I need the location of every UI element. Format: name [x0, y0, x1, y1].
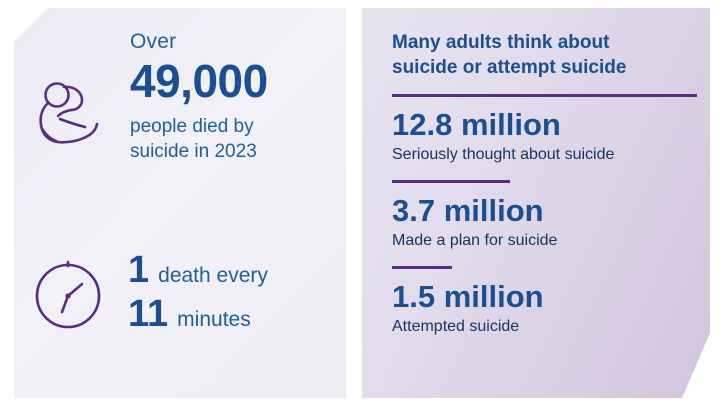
divider-1 — [392, 94, 697, 97]
rate-row-1 — [128, 248, 338, 292]
right-stat-value-2: 3.7 million — [392, 193, 544, 228]
deaths-number: 49,000 — [130, 55, 268, 107]
right-stat-label-1: Seriously thought about suicide — [392, 146, 615, 163]
clock-icon — [24, 250, 112, 338]
right-stat-item-2 — [392, 180, 702, 252]
person-head-in-hands-icon — [30, 75, 114, 159]
right-stat-label-3: Attempted suicide — [392, 318, 520, 335]
right-heading-line-2: suicide or attempt suicide — [392, 57, 627, 78]
right-panel-content — [392, 30, 702, 340]
divider-3 — [392, 266, 452, 269]
deaths-desc-line-1: people died by — [130, 116, 254, 137]
rate-row-2 — [128, 292, 338, 336]
right-stat-value-1: 12.8 million — [392, 107, 561, 142]
right-stat-item-1 — [392, 94, 702, 166]
rate-unit-2: minutes — [177, 308, 251, 331]
divider-2 — [392, 180, 510, 183]
right-heading-line-1: Many adults think about — [392, 32, 610, 53]
rate-unit-1: death every — [158, 264, 268, 287]
left-stat-deaths — [130, 30, 340, 164]
rate-number-1: 1 — [128, 249, 150, 291]
over-label: Over — [130, 30, 177, 53]
right-stat-value-3: 1.5 million — [392, 279, 544, 314]
deaths-desc-line-2: suicide in 2023 — [130, 141, 257, 162]
right-stat-item-3 — [392, 266, 702, 338]
rate-number-2: 11 — [128, 293, 169, 335]
right-stat-label-2: Made a plan for suicide — [392, 232, 558, 249]
left-stat-rate — [128, 248, 338, 336]
